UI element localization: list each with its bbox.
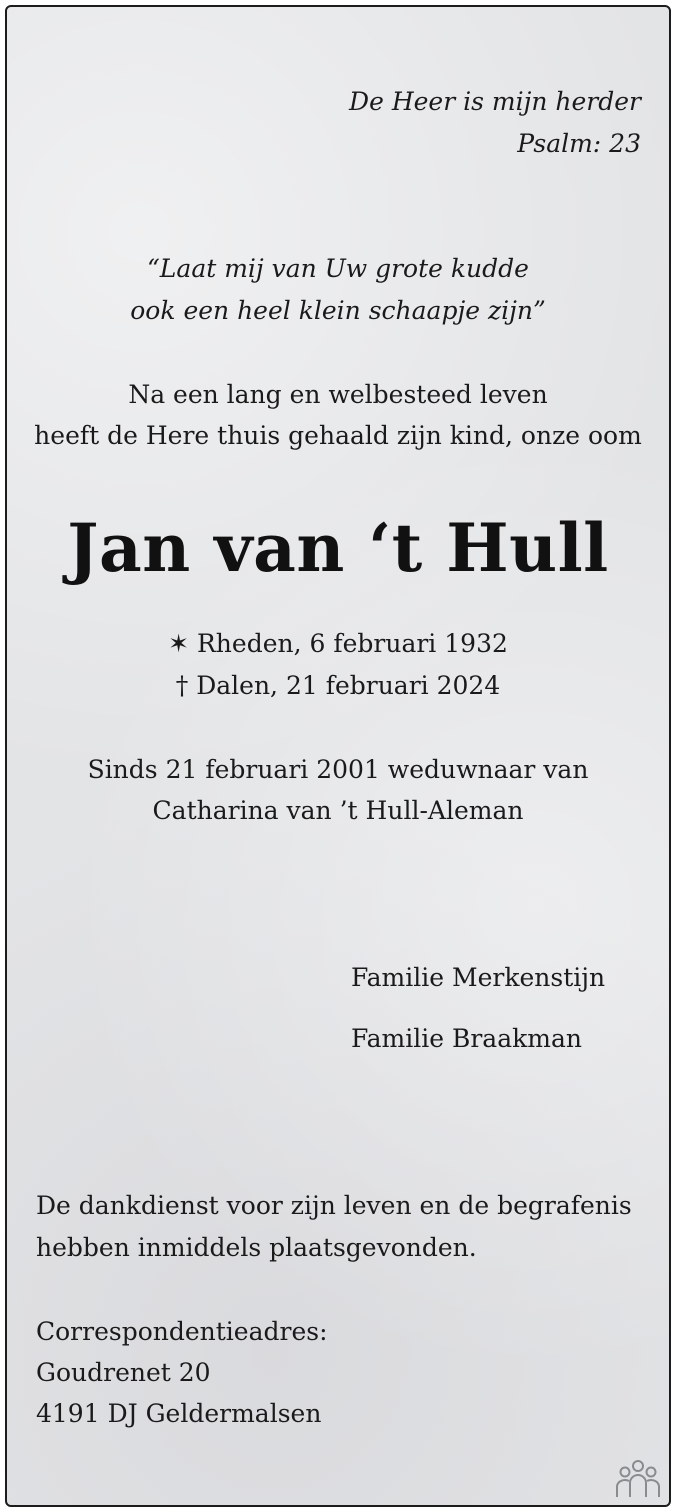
obituary-card <box>5 5 671 1507</box>
family-name-1: Familie Merkenstijn <box>351 963 606 992</box>
spouse-line-2: Catharina van ’t Hull-Aleman <box>152 796 524 825</box>
address-label: Correspondentieadres: <box>36 1317 328 1346</box>
address-street: Goudrenet 20 <box>36 1358 211 1387</box>
intro-line-2: heeft de Here thuis gehaald zijn kind, onze oom <box>34 421 642 450</box>
psalm-reference: Psalm: 23 <box>517 129 641 158</box>
spouse-line-1: Sinds 21 februari 2001 weduwnaar van <box>87 755 589 784</box>
psalm-quote-line: De Heer is mijn herder <box>349 87 641 116</box>
service-line-2: hebben inmiddels plaatsgevonden. <box>36 1233 477 1262</box>
intro-line-1: Na een lang en welbesteed leven <box>128 380 548 409</box>
deceased-name: Jan van ‘t Hull <box>67 509 609 587</box>
birth-line: ✶ Rheden, 6 februari 1932 <box>168 629 508 658</box>
family-name-2: Familie Braakman <box>351 1024 582 1053</box>
death-line: † Dalen, 21 februari 2024 <box>175 671 501 700</box>
service-line-1: De dankdienst voor zijn leven en de begrafenis <box>36 1191 632 1220</box>
verse-line-2: ook een heel klein schaapje zijn” <box>130 296 546 325</box>
address-city: 4191 DJ Geldermalsen <box>36 1399 322 1428</box>
verse-line-1: “Laat mij van Uw grote kudde <box>147 254 529 283</box>
people-group-icon <box>613 1457 663 1499</box>
